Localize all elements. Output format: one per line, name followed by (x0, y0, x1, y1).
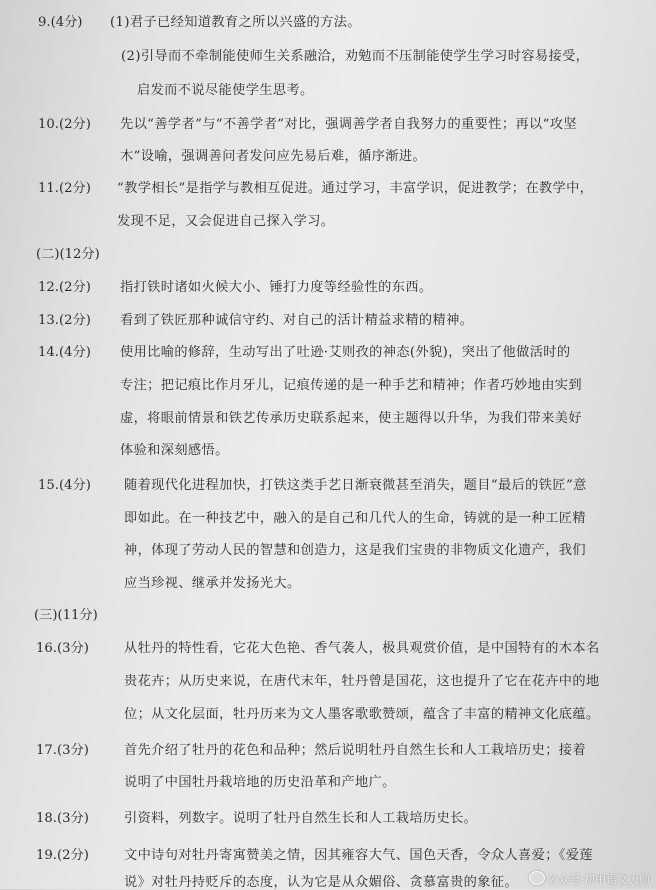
item-number: 12.(2分) (38, 280, 91, 295)
answer-line: 启发而不说尽能使学生思考。 (137, 83, 314, 98)
answer-line: 随着现代化进程加快，打铁这类手艺日渐衰微甚至消失，题目“最后的铁匠”意 (124, 478, 587, 493)
answer-line: 虚，将眼前情景和铁艺传承历史联系起来，使主题得以升华，为我们带来美好 (120, 411, 582, 426)
item-number: 10.(2分) (38, 117, 91, 132)
section-heading: (二)(12分) (36, 247, 100, 262)
item-number: 11.(2分) (38, 181, 91, 196)
answer-line: 先以“善学者”与“不善学者”对比，强调善学者自我努力的重要性；再以“攻坚 (120, 117, 577, 132)
answer-line: 专注；把记痕比作月牙儿，记痕传递的是一种手艺和精神；作者巧妙地由实到 (120, 378, 582, 393)
wechat-icon (529, 871, 545, 885)
answer-line: 使用比喻的修辞，生动写出了吐逊·艾则孜的神态(外貌)，突出了他做活时的 (120, 345, 571, 360)
answer-line: 木”设喻，强调善问者发问应先易后难，循序渐进。 (120, 149, 427, 164)
watermark-text: 公众号·初中语文大师 (547, 873, 650, 886)
section-heading: (三)(11分) (34, 608, 98, 623)
answer-line: 位；从文化层面，牡丹历来为文人墨客歌歌赞颂，蕴含了丰富的精神文化底蕴。 (124, 707, 600, 722)
answer-line: 引资料，列数字。说明了牡丹自然生长和人工栽培历史长。 (124, 811, 478, 826)
answer-line: 即如此。在一种技艺中，融入的是自己和几代人的生命，铸就的是一种工匠精 (124, 511, 586, 526)
answer-line: 指打铁时诸如火候大小、锤打力度等经验性的东西。 (120, 280, 433, 295)
answer-line: “教学相长”是指学与教相互促进。通过学习，丰富学识，促进教学；在教学中， (117, 181, 594, 196)
answer-line: 贵花卉；从历史来说，在唐代末年，牡丹曾是国花，这也提升了它在花卉中的地 (124, 674, 600, 689)
answer-line: 神，体现了劳动人民的智慧和创造力，这是我们宝贵的非物质文化遗产，我们 (124, 543, 586, 558)
answer-line: 从牡丹的特性看，它花大色艳、香气袭人，极具观赏价值，是中国特有的木本名 (124, 641, 600, 656)
item-number: 14.(4分) (38, 345, 91, 360)
watermark (529, 871, 651, 887)
item-number: 13.(2分) (38, 313, 91, 328)
answer-line: 体验和深刻感悟。 (120, 443, 229, 458)
item-number: 16.(3分) (36, 641, 89, 656)
item-number: 15.(4分) (38, 478, 91, 493)
answer-line: 说明了中国牡丹栽培地的历史沿革和产地广。 (124, 775, 396, 790)
item-number: 19.(2分) (36, 848, 89, 863)
item-number: 9.(4分) (38, 15, 83, 30)
answer-line: 文中诗句对牡丹寄寓赞美之情，因其雍容大气、国色天香，令众人喜爱；《爱莲 (124, 848, 593, 863)
answer-line: 看到了铁匠那种诚信守约、对自己的活计精益求精的精神。 (120, 313, 474, 328)
answer-line: (2)引导而不牵制能使师生关系融洽，劝勉而不压制能使学生学习时容易接受， (121, 49, 590, 64)
item-number: 17.(3分) (36, 743, 89, 758)
answer-line: 发现不足，又会促进自己探入学习。 (117, 214, 335, 229)
answer-line: 首先介绍了牡丹的花色和品种；然后说明牡丹自然生长和人工栽培历史；接着 (124, 743, 586, 758)
item-number: 18.(3分) (36, 811, 89, 826)
answer-line: (1)君子已经知道教育之所以兴盛的方法。 (110, 15, 361, 30)
answer-line: 说》对牡丹持贬斥的态度，认为它是从众媚俗、贪慕富贵的象征。 (124, 875, 519, 890)
answer-line: 应当珍视、继承并发扬光大。 (124, 576, 301, 591)
